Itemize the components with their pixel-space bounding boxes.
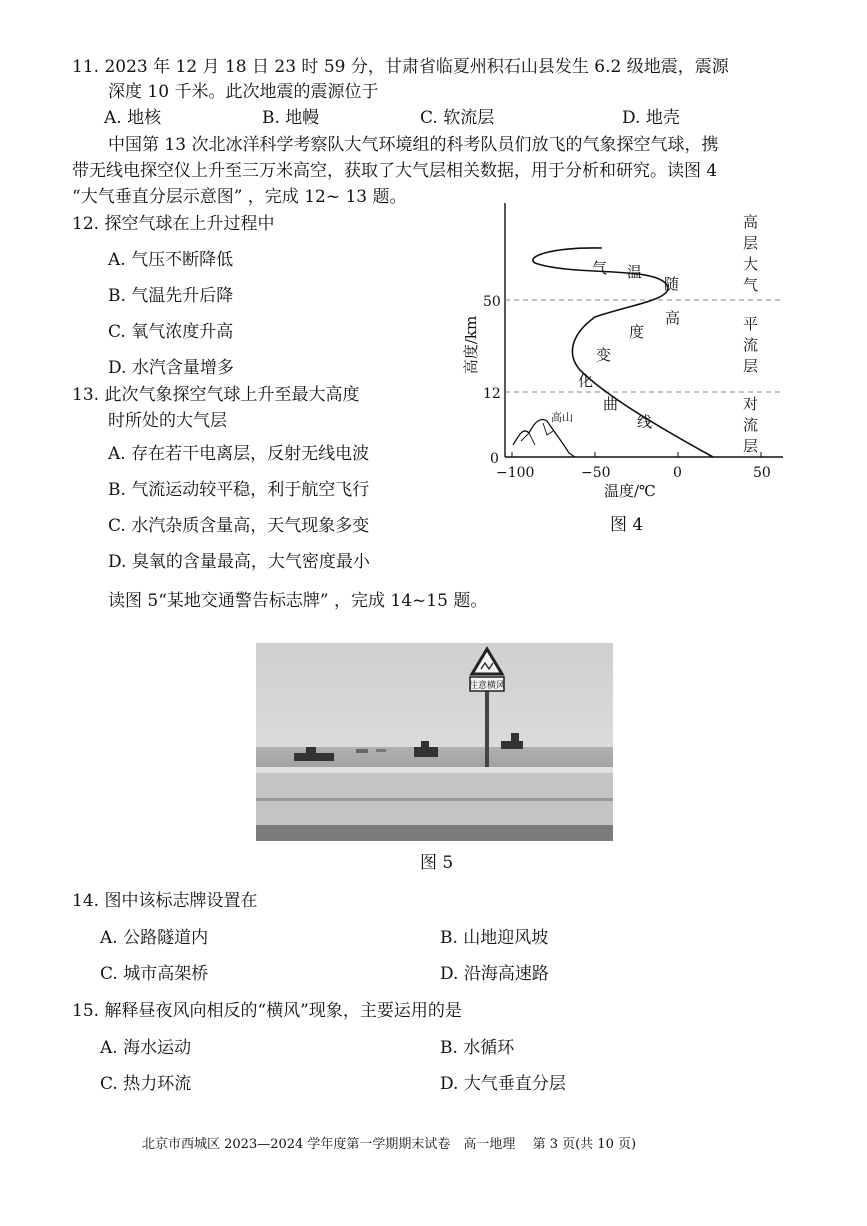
x-tick-label-minus50: −50 — [581, 465, 611, 481]
layer-tropo-char-1: 对 — [743, 395, 759, 413]
curve-char-7: 化 — [578, 372, 594, 390]
curve-char-9: 线 — [637, 413, 653, 431]
q13-stem-line2: 时所处的大气层 — [108, 411, 227, 431]
ship-2 — [414, 747, 438, 757]
curve-char-8: 曲 — [603, 395, 619, 413]
x-axis-title: 温度/℃ — [604, 482, 656, 500]
figure-4-atmosphere-diagram — [455, 195, 800, 505]
q11-stem-line2: 深度 10 千米。此次地震的震源位于 — [108, 82, 379, 102]
intro12-line3: “大气垂直分层示意图” ，完成 12~ 13 题。 — [72, 187, 407, 207]
q14-option-b: B. 山地迎风坡 — [440, 928, 549, 948]
layer-strat-char-3: 层 — [743, 357, 759, 375]
y-tick-50: 50 — [483, 294, 501, 310]
curve-char-1: 气 — [592, 259, 608, 277]
layer-upper-char-4: 气 — [743, 276, 759, 294]
q11-option-a: A. 地核 — [104, 108, 162, 128]
figure-5-caption: 图 5 — [420, 853, 454, 873]
layer-tropo-char-3: 层 — [743, 437, 759, 455]
intro12-line1: 中国第 13 次北冰洋科学考察队大气环境组的科考队员们放飞的气象探空气球，携 — [108, 135, 719, 155]
layer-upper-char-3: 大 — [743, 255, 759, 273]
q11-option-b: B. 地幔 — [262, 108, 320, 128]
x-tick-label-50: 50 — [753, 465, 771, 481]
ship-3 — [501, 741, 523, 749]
q15-option-b: B. 水循环 — [440, 1038, 515, 1058]
barrier-top-edge — [256, 767, 613, 773]
road-surface — [256, 825, 613, 841]
q14-option-d: D. 沿海高速路 — [440, 964, 549, 984]
q12-option-d: D. 水汽含量增多 — [108, 358, 234, 378]
q13-stem-line1: 13. 此次气象探空气球上升至最大高度 — [72, 385, 360, 405]
y-axis-title: 高度/km — [462, 315, 480, 375]
q15-option-a: A. 海水运动 — [100, 1038, 192, 1058]
layer-strat-char-1: 平 — [743, 315, 759, 333]
barrier-seam — [256, 798, 613, 801]
q13-option-b: B. 气流运动较平稳，利于航空飞行 — [108, 480, 370, 500]
curve-char-5: 度 — [629, 323, 645, 341]
q13-option-d: D. 臭氧的含量最高，大气密度最小 — [108, 552, 370, 572]
layer-tropo-char-2: 流 — [743, 416, 759, 434]
q12-stem: 12. 探空气球在上升过程中 — [72, 214, 275, 234]
concrete-barrier — [256, 767, 613, 825]
q15-option-d: D. 大气垂直分层 — [440, 1074, 566, 1094]
intro12-line2: 带无线电探空仪上升至三万米高空，获取了大气层相关数据，用于分析和研究。读图 4 — [72, 161, 718, 181]
q11-option-c: C. 软流层 — [420, 108, 495, 128]
mountain-detail — [521, 423, 553, 445]
ship-3-cabin — [511, 733, 519, 741]
curve-char-4: 高 — [665, 309, 681, 327]
q15-option-c: C. 热力环流 — [100, 1074, 192, 1094]
q15-stem: 15. 解释昼夜风向相反的“横风”现象，主要运用的是 — [72, 1001, 462, 1021]
page-footer: 北京市西城区 2023—2024 学年度第一学期期末试卷 高一地理 第 3 页(共 10 页) — [142, 1137, 637, 1152]
y-tick-12: 12 — [483, 386, 501, 402]
sign-text: 注意横风 — [468, 681, 506, 691]
q13-option-a: A. 存在若干电离层，反射无线电波 — [108, 444, 370, 464]
ship-2-cabin — [421, 741, 429, 747]
q11-stem-line1: 11. 2023 年 12 月 18 日 23 时 59 分，甘肃省临夏州积石山县发生 6.2 级地震，震源 — [72, 57, 729, 77]
figure-4-caption: 图 4 — [610, 515, 644, 535]
curve-char-2: 温 — [627, 263, 643, 281]
q14-option-a: A. 公路隧道内 — [100, 928, 209, 948]
q13-option-c: C. 水汽杂质含量高，天气现象多变 — [108, 516, 370, 536]
sign-post — [485, 683, 489, 779]
q14-stem: 14. 图中该标志牌设置在 — [72, 891, 258, 911]
x-tick-label-0: 0 — [673, 465, 682, 481]
q14-option-c: C. 城市高架桥 — [100, 964, 209, 984]
layer-upper-atmosphere — [743, 213, 758, 294]
x-tick-label-minus100: −100 — [496, 465, 535, 481]
y-tick-0: 0 — [490, 451, 499, 467]
layer-strat-char-2: 流 — [743, 336, 759, 354]
ship-1-cabin — [306, 747, 316, 753]
curve-char-3: 随 — [664, 275, 680, 293]
layer-upper-char-2: 层 — [743, 234, 759, 252]
curve-char-6: 变 — [596, 346, 612, 364]
figure-5-photo — [256, 643, 613, 841]
ship-1 — [294, 753, 334, 761]
intro14: 读图 5“某地交通警告标志牌” ，完成 14~15 题。 — [108, 591, 488, 611]
q11-option-d: D. 地壳 — [622, 108, 680, 128]
q12-option-a: A. 气压不断降低 — [108, 250, 234, 270]
layer-stratosphere — [743, 315, 758, 375]
q12-option-b: B. 气温先升后降 — [108, 286, 234, 306]
ship-5 — [376, 749, 386, 752]
q12-option-c: C. 氧气浓度升高 — [108, 322, 234, 342]
mountain-label: 高山 — [551, 411, 573, 424]
layer-troposphere — [743, 395, 758, 455]
ship-4 — [356, 749, 368, 753]
temperature-curve — [533, 248, 713, 457]
layer-upper-char-1: 高 — [743, 213, 759, 231]
